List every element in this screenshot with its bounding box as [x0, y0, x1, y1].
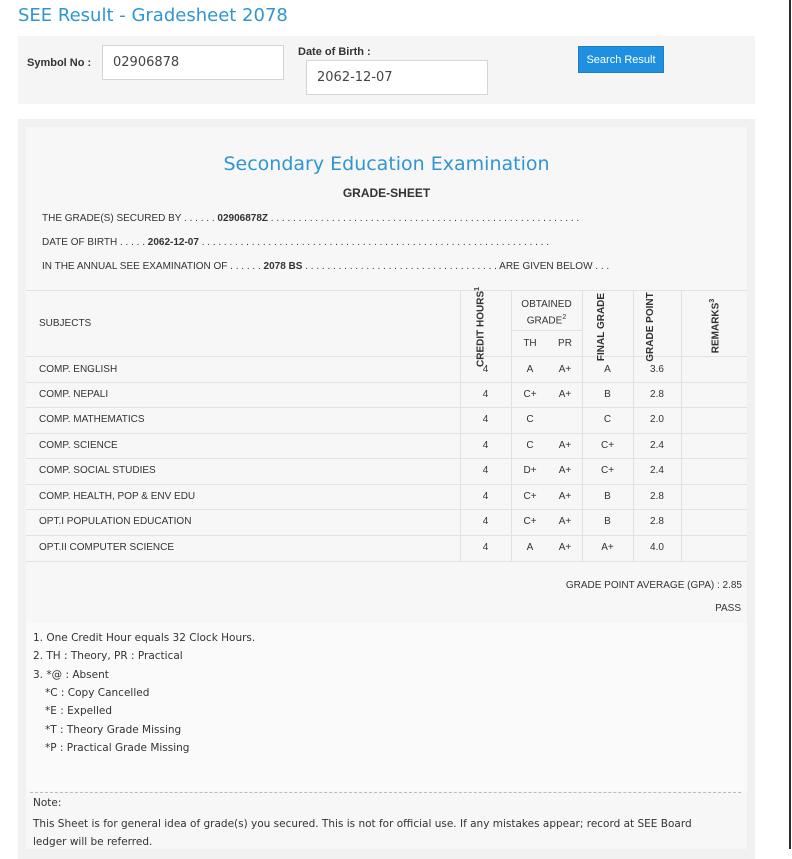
pr-cell: A+: [558, 465, 572, 476]
row-line: [26, 407, 747, 408]
gp-cell: 3.6: [650, 364, 664, 375]
row-line: [26, 535, 747, 536]
legend-item: 1. One Credit Hour equals 32 Clock Hours.: [33, 632, 256, 644]
pr-cell: A+: [558, 364, 572, 375]
credit-cell: 4: [482, 364, 489, 375]
exam-line: [42, 261, 609, 272]
secured-by-suffix: . . . . . . . . . . . . . . . . . . . . . . . . . . . . . . . . . . . . . . . . . . . . . . . . . . . . . . . .: [270, 213, 580, 224]
remarks-header: [708, 286, 720, 366]
gp-cell: 2.4: [650, 465, 664, 476]
th-cell: A: [526, 542, 534, 553]
gp-cell: 2.4: [650, 440, 664, 451]
gp-cell: 4.0: [650, 542, 664, 553]
pr-cell: A+: [558, 542, 572, 553]
pr-cell: A+: [558, 389, 572, 400]
gp-cell: 2.8: [650, 516, 664, 527]
th-cell: C+: [523, 491, 537, 502]
header-bottom: [26, 356, 747, 357]
legend-item: 2. TH : Theory, PR : Practical: [33, 650, 183, 662]
final-grade-header: FINAL GRADE: [596, 292, 607, 362]
table-border-bottom: [26, 561, 747, 562]
row-line: [26, 509, 747, 510]
note-text: This Sheet is for general idea of grade(s) you secured. This is not for official use. If any mistakes appear; record at SEE Board ledger will be referred.: [33, 818, 692, 848]
window-edge: [789, 0, 791, 849]
result-status: PASS: [715, 603, 741, 614]
dob-line: [42, 237, 549, 248]
grade-sheet-heading: GRADE-SHEET: [342, 186, 431, 200]
subject-cell: COMP. SOCIAL STUDIES: [39, 465, 156, 476]
exam-line-prefix: IN THE ANNUAL SEE EXAMINATION OF . . . . . .: [42, 261, 261, 272]
credit-cell: 4: [482, 465, 489, 476]
dob-input[interactable]: [306, 60, 488, 95]
search-result-button[interactable]: Search Result: [578, 46, 664, 73]
credit-cell: 4: [482, 440, 489, 451]
obtained-grade-header-text: OBTAINED GRADE: [521, 299, 572, 327]
credit-cell: 4: [482, 414, 489, 425]
subject-cell: COMP. MATHEMATICS: [39, 414, 145, 425]
legend-item: *C : Copy Cancelled: [45, 687, 150, 699]
obtained-grade-header: [511, 298, 582, 327]
subject-cell: COMP. HEALTH, POP & ENV EDU: [39, 491, 196, 502]
remarks-header-text: REMARKS: [710, 302, 722, 354]
th-cell: C: [526, 440, 534, 451]
legend-item: *T : Theory Grade Missing: [45, 724, 182, 736]
final-cell: C+: [600, 465, 615, 476]
credit-cell: 4: [482, 516, 489, 527]
th-cell: C: [526, 414, 534, 425]
remarks-sup: 3: [709, 298, 716, 303]
gp-cell: 2.8: [650, 491, 664, 502]
pr-cell: A+: [558, 440, 572, 451]
credit-hours-header: [473, 287, 495, 367]
symbol-label: Symbol No :: [27, 57, 92, 69]
symbol-input[interactable]: [102, 45, 284, 80]
pr-cell: A+: [558, 491, 572, 502]
gp-cell: 2.8: [650, 389, 664, 400]
obtained-grade-sup: 2: [562, 314, 567, 321]
note-title: Note:: [33, 797, 62, 809]
subject-cell: OPT.II COMPUTER SCIENCE: [39, 542, 175, 553]
dob-line-prefix: DATE OF BIRTH . . . . .: [42, 237, 145, 248]
credit-hours-sup: 1: [474, 286, 481, 291]
row-line: [26, 458, 747, 459]
final-cell: C+: [600, 440, 615, 451]
final-cell: B: [604, 389, 611, 400]
legend-item: 3. *@ : Absent: [33, 669, 109, 681]
legend-item: *P : Practical Grade Missing: [45, 742, 190, 754]
th-header: TH: [523, 338, 537, 349]
credit-cell: 4: [482, 542, 489, 553]
final-cell: C: [603, 414, 612, 425]
final-cell: A: [604, 364, 611, 375]
th-cell: D+: [523, 465, 537, 476]
subjects-header: SUBJECTS: [39, 318, 92, 329]
exam-line-value: 2078 BS: [263, 261, 303, 272]
final-cell: B: [604, 516, 611, 527]
subject-cell: OPT.I POPULATION EDUCATION: [39, 516, 192, 527]
secured-by-line: [42, 213, 579, 224]
pr-header: PR: [558, 338, 572, 349]
row-line: [26, 382, 747, 383]
legend-box: [26, 623, 747, 791]
th-cell: C+: [523, 389, 537, 400]
legend-item: *E : Expelled: [45, 705, 113, 717]
secured-by-value: 02906878Z: [217, 213, 269, 224]
subject-cell: COMP. SCIENCE: [39, 440, 118, 451]
table-border-top: [26, 290, 747, 291]
credit-cell: 4: [482, 389, 489, 400]
col-line: [511, 290, 512, 561]
gp-cell: 2.0: [650, 414, 664, 425]
dob-line-suffix: . . . . . . . . . . . . . . . . . . . . . . . . . . . . . . . . . . . . . . . . . . . . . . . . . . . . . . . . . . . . . . .: [201, 237, 549, 248]
final-cell: A+: [601, 542, 614, 553]
exam-title: Secondary Education Examination: [223, 153, 550, 175]
grade-point-header: GRADE POINT: [645, 292, 656, 362]
dob-label: Date of Birth :: [298, 46, 371, 58]
credit-cell: 4: [482, 491, 489, 502]
pr-cell: A+: [558, 516, 572, 527]
secured-by-prefix: THE GRADE(S) SECURED BY . . . . . .: [42, 213, 215, 224]
final-cell: B: [604, 491, 611, 502]
note-divider: [30, 792, 741, 793]
subject-cell: COMP. ENGLISH: [39, 364, 118, 375]
th-cell: C+: [523, 516, 537, 527]
th-cell: A: [526, 364, 534, 375]
exam-line-suffix: . . . . . . . . . . . . . . . . . . . . . . . . . . . . . . . . . . . ARE GIVEN BELOW . . .: [305, 261, 610, 272]
obtained-divider: [511, 330, 582, 331]
dob-line-value: 2062-12-07: [147, 237, 199, 248]
subject-cell: COMP. NEPALI: [39, 389, 109, 400]
gpa-text: GRADE POINT AVERAGE (GPA) : 2.85: [565, 580, 742, 591]
col-line: [681, 290, 682, 561]
credit-hours-header-text: CREDIT HOURS: [475, 290, 487, 367]
row-line: [26, 433, 747, 434]
page-title: SEE Result - Gradesheet 2078: [18, 5, 288, 26]
row-line: [26, 484, 747, 485]
